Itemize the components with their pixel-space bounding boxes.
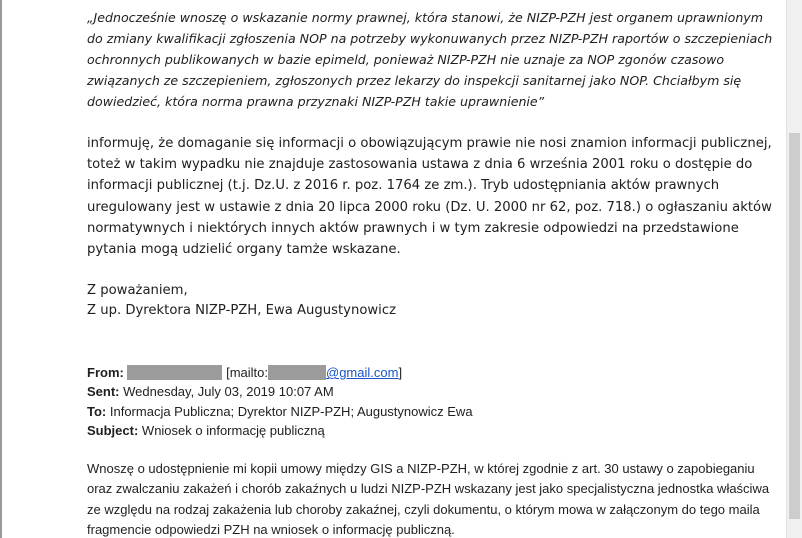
forwarded-header	[87, 363, 777, 441]
quoted-request: „Jednocześnie wnoszę o wskazanie normy prawnej, która stanowi, że NIZP-PZH jest organem uprawnionym do zmiany kwalifikacji zgłoszenia NOP na potrzeby wykonuwanych przez NIZP-PZH raportów o szczepieniach ochronnych publikowanych w bazie epimeld, ponieważ NIZP-PZH nie uznaje za NOP zgonów czasowo związanych ze szczepieniem, zgłoszonych przez lekarzy do inspekcji sanitarnej jako NOP. Chciałbym się dowiedzieć, która norma prawna przyznaki NIZP-PZH takie uprawnienie”	[87, 10, 773, 109]
sent-line	[87, 382, 777, 401]
to-label: To:	[87, 403, 107, 419]
reply-paragraph: informuję, że domaganie się informacji o obowiązującym prawie nie nosi znamion informacji publicznej, toteż w takim wypadku nie znajduje zastosowania ustawa z dnia 6 września 2001 roku o dostępie do informacji publicznej (t.j. Dz.U. z 2016 r. poz. 1764 ze zm.). Tryb udostępniania aktów prawnych uregulowany jest w ustawie z dnia 20 lipca 2000 roku (Dz. U. 2000 nr 62, poz. 718.) o ogłaszaniu aktów normatywnych i niektórych innych aktów prawnych i w tym zakresie odpowiedzi na przedstawione pytania mogą udzielić organy tamże wskazane.	[87, 136, 772, 258]
quote-divider	[0, 0, 2, 538]
mailto-suffix: ]	[398, 365, 403, 380]
to-line	[87, 402, 777, 421]
sent-label: Sent:	[87, 384, 120, 400]
sent-value: Wednesday, July 03, 2019 10:07 AM	[123, 384, 334, 400]
signature-name: Z up. Dyrektora NIZP-PZH, Ewa Augustynowicz	[87, 303, 397, 318]
redacted-sender-name	[127, 365, 222, 380]
original-message-body: Wnoszę o udostępnienie mi kopii umowy między GIS a NIZP-PZH, w której zgodnie z art. 30 ustawy o zapobieganiu oraz zwalczaniu zakażeń i chorób zakaźnych u ludzi NIZP-PZH wskazany jest jako specjalistyczna jednostka właściwa ze względu na rodzaj zakażenia lub choroby zakaźnej, czyli dokumentu, o którym mowa w załączonym do tego maila fragmencie odpowiedzi PZH na wniosek o informację publiczną.	[87, 461, 770, 538]
subject-line	[87, 421, 777, 440]
scrollbar-thumb[interactable]	[789, 133, 800, 519]
email-link[interactable]: @gmail.com	[326, 365, 399, 380]
signature-greeting: Z poważaniem,	[87, 283, 188, 298]
vertical-scrollbar[interactable]	[786, 0, 802, 538]
to-value: Informacja Publiczna; Dyrektor NIZP-PZH; Augustynowicz Ewa	[109, 403, 473, 419]
redacted-email-user	[268, 365, 326, 380]
mailto-prefix: [mailto:	[226, 365, 268, 380]
from-label: From:	[87, 365, 124, 380]
subject-label: Subject:	[87, 423, 139, 439]
from-line	[87, 363, 777, 382]
subject-value: Wniosek o informację publiczną	[141, 423, 325, 439]
